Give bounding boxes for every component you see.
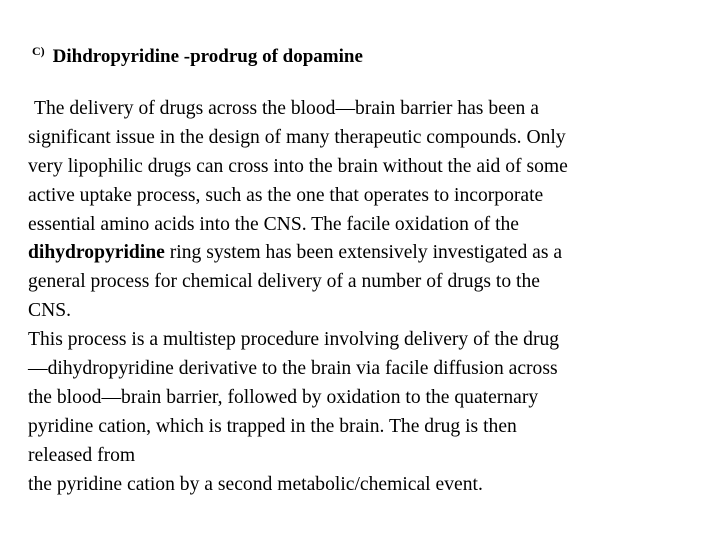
section-marker: C) [32,44,45,58]
text-line [28,239,698,268]
text-line: This process is a multistep procedure involving delivery of the drug [28,329,560,351]
section-heading [32,44,363,68]
text-line: The delivery of drugs across the blood—brain barrier has been a [34,98,539,119]
text-line: essential amino acids into the CNS. The facile oxidation of the [28,213,520,235]
body-paragraph [28,95,698,499]
bold-term: dihydropyridine [28,242,165,264]
text-line: the blood—brain barrier, followed by oxidation to the quaternary [28,386,539,408]
text-line: very lipophilic drugs can cross into the brain without the aid of some [28,155,568,177]
text-line: general process for chemical delivery of a number of drugs to the [28,271,540,293]
text-line: —dihydropyridine derivative to the brain via facile diffusion across [28,358,558,380]
text-line: significant issue in the design of many therapeutic compounds. Only [28,126,566,148]
text-line-rest: ring system has been extensively investigated as a [164,242,563,264]
text-line: the pyridine cation by a second metabolic/chemical event. [28,473,483,495]
section-title: Dihdropyridine -prodrug of dopamine [52,46,363,67]
text-line: pyridine cation, which is trapped in the brain. The drug is then [28,415,517,437]
text-line: active uptake process, such as the one that operates to incorporate [28,184,544,206]
text-line: CNS. [28,300,72,322]
text-line: released from [28,444,136,466]
